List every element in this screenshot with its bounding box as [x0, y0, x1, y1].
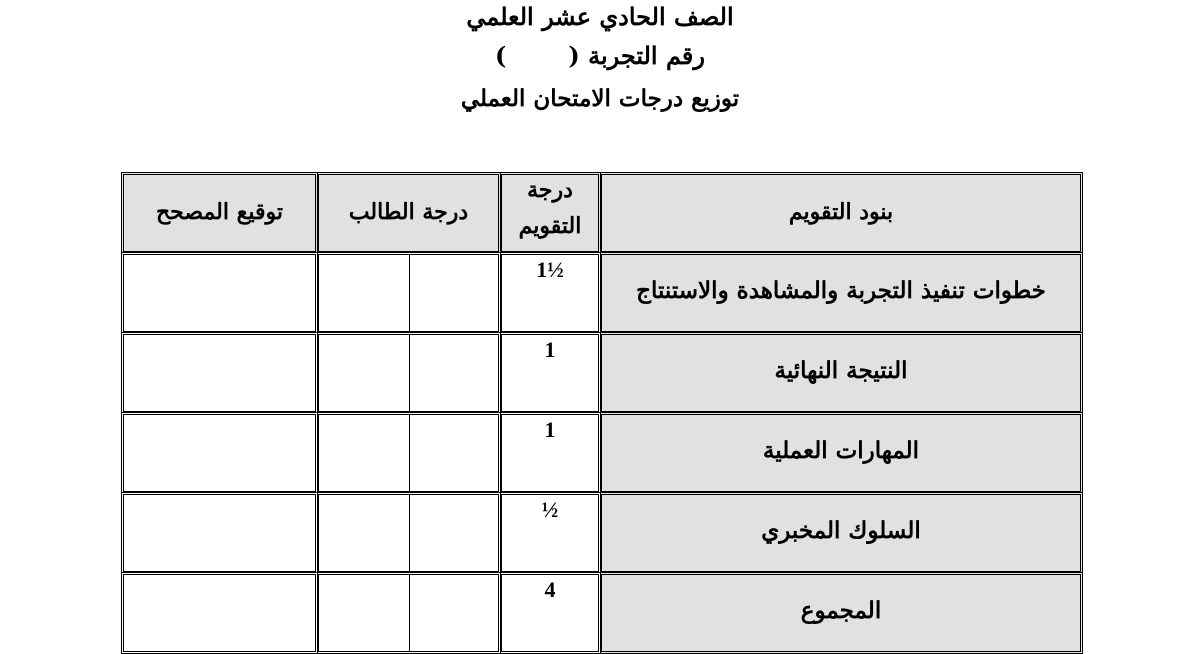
student-total-cell[interactable]: [316, 572, 501, 654]
row-total-label: المجموع: [800, 597, 882, 624]
row-score-cell: [499, 252, 601, 334]
experiment-number-label: رقم التجربة: [588, 41, 705, 70]
title-class: الصف الحادي عشر العلمي: [466, 2, 734, 31]
row-score-value: 1½: [536, 257, 564, 282]
header-score-cell: [499, 172, 601, 254]
student-score-divider: [409, 575, 410, 651]
header-score-label-1: درجة: [527, 177, 573, 203]
row-item-cell: [599, 492, 1083, 574]
row-total-cell: [599, 572, 1083, 654]
student-score-cell[interactable]: [316, 492, 501, 574]
student-score-cell[interactable]: [316, 252, 501, 334]
header-signature-cell: [121, 172, 318, 254]
row-item-label: خطوات تنفيذ التجربة والمشاهدة والاستنتاج: [636, 277, 1046, 304]
row-score-value: 1: [544, 417, 556, 442]
paren-close: ): [495, 41, 507, 70]
signature-cell[interactable]: [121, 332, 318, 414]
row-score-value: 1: [544, 337, 556, 362]
row-item-cell: [599, 332, 1083, 414]
grading-table: [121, 172, 1083, 642]
header-student-cell: [316, 172, 501, 254]
row-item-label: السلوك المخبري: [761, 517, 921, 544]
student-score-divider: [409, 335, 410, 411]
student-score-divider: [409, 415, 410, 491]
row-item-label: المهارات العملية: [762, 437, 920, 464]
signature-cell[interactable]: [121, 492, 318, 574]
header-items-label: بنود التقويم: [788, 199, 894, 225]
student-score-divider: [409, 495, 410, 571]
title-grade-distribution: توزيع درجات الامتحان العملي: [460, 85, 740, 112]
row-item-cell: [599, 252, 1083, 334]
row-score-cell: [499, 492, 601, 574]
row-total-score-cell: [499, 572, 601, 654]
student-score-cell[interactable]: [316, 332, 501, 414]
signature-cell[interactable]: [121, 252, 318, 334]
row-score-value: ½: [541, 497, 559, 522]
header-signature-label: توقيع المصحح: [155, 199, 284, 225]
signature-total-cell[interactable]: [121, 572, 318, 654]
paren-open: (: [568, 41, 580, 70]
header-student-label: درجة الطالب: [348, 199, 469, 225]
row-item-cell: [599, 412, 1083, 494]
row-score-cell: [499, 412, 601, 494]
header-score-label-2: التقويم: [518, 213, 582, 239]
student-score-cell[interactable]: [316, 412, 501, 494]
row-total-score-value: 4: [544, 577, 556, 602]
signature-cell[interactable]: [121, 412, 318, 494]
row-score-cell: [499, 332, 601, 414]
title-experiment-number: [0, 40, 1200, 72]
student-score-divider: [409, 255, 410, 331]
row-item-label: النتيجة النهائية: [774, 357, 908, 384]
header-items-cell: [599, 172, 1083, 254]
